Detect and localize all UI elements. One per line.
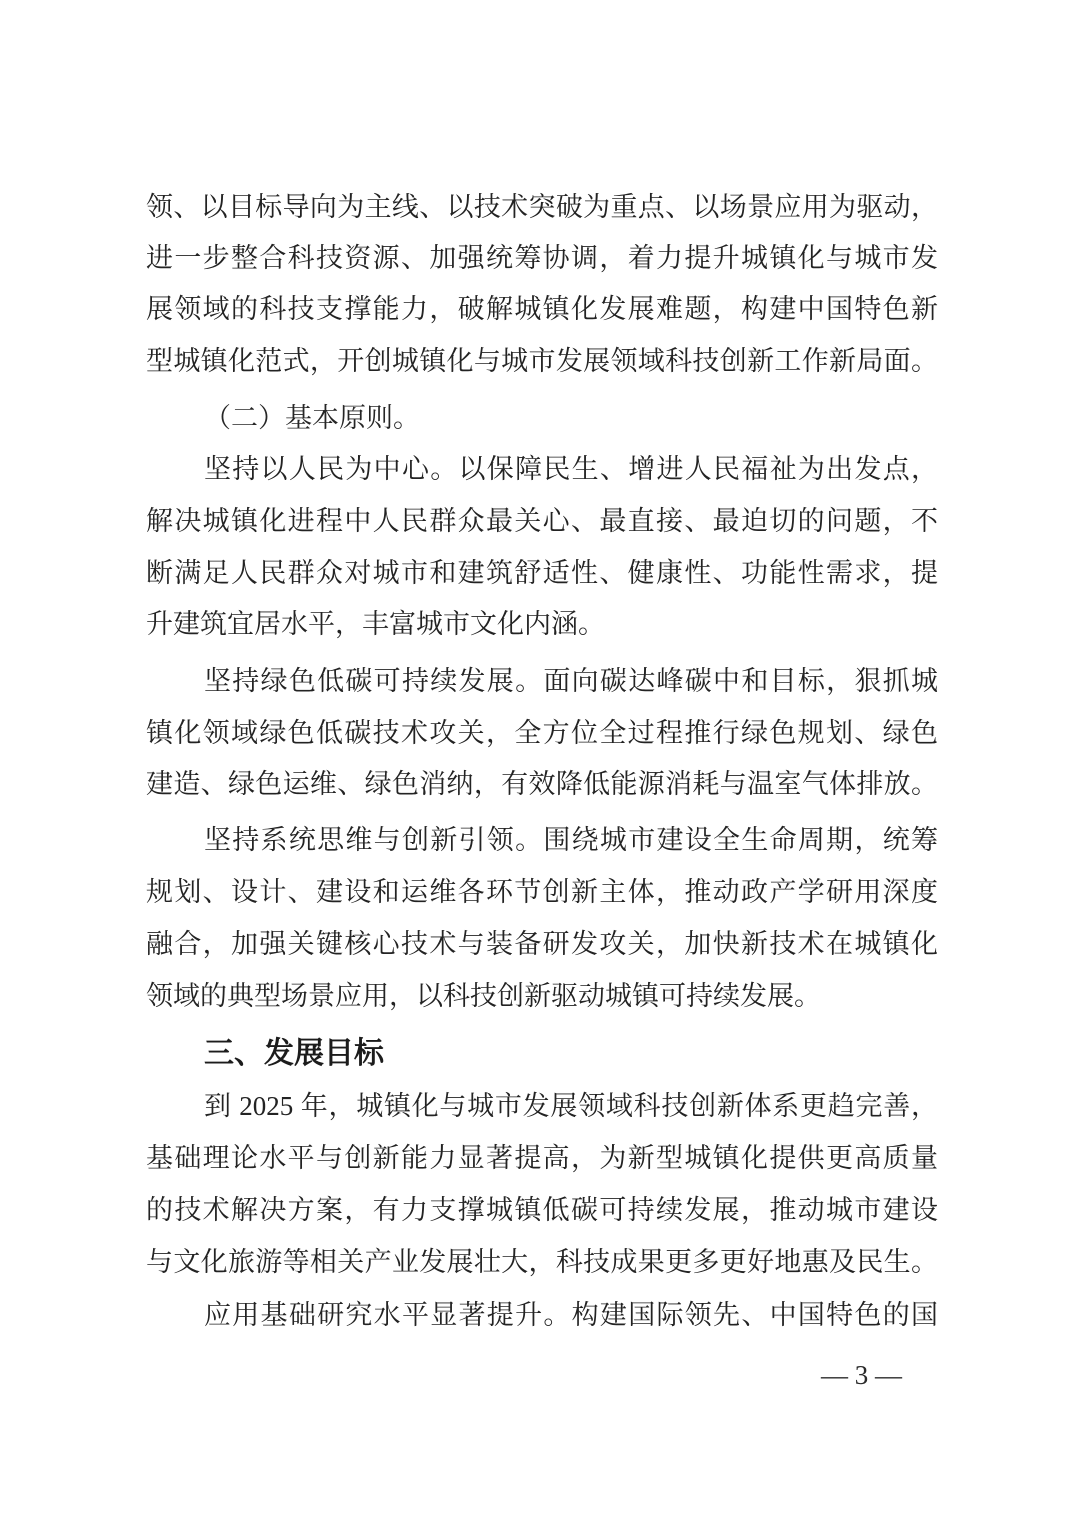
body-line: 解决城镇化进程中人民群众最关心、最直接、最迫切的问题，不	[146, 506, 938, 536]
body-line: 坚持绿色低碳可持续发展。面向碳达峰碳中和目标，狠抓城	[204, 666, 938, 696]
body-line: 坚持系统思维与创新引领。围绕城市建设全生命周期，统筹	[204, 825, 938, 855]
body-line: 升建筑宜居水平，丰富城市文化内涵。	[146, 609, 605, 639]
body-line: 到 2025 年，城镇化与城市发展领域科技创新体系更趋完善，	[204, 1091, 938, 1121]
section-heading-basic-principles: （二）基本原则。	[204, 403, 420, 433]
section-heading-development-goals: 三、发展目标	[204, 1037, 384, 1070]
body-line: 镇化领域绿色低碳技术攻关，全方位全过程推行绿色规划、绿色	[146, 718, 938, 748]
body-line: 融合，加强关键核心技术与装备研发攻关，加快新技术在城镇化	[146, 929, 938, 959]
body-line: 坚持以人民为中心。以保障民生、增进人民福祉为出发点，	[204, 454, 938, 484]
page-number: — 3 —	[821, 1360, 902, 1390]
body-line: 的技术解决方案，有力支撑城镇低碳可持续发展，推动城市建设	[146, 1195, 938, 1225]
body-line: 型城镇化范式，开创城镇化与城市发展领域科技创新工作新局面。	[146, 346, 938, 376]
body-line: 建造、绿色运维、绿色消纳，有效降低能源消耗与温室气体排放。	[146, 769, 938, 799]
body-line: 领域的典型场景应用，以科技创新驱动城镇可持续发展。	[146, 981, 821, 1011]
body-line: 基础理论水平与创新能力显著提高，为新型城镇化提供更高质量	[146, 1143, 938, 1173]
body-line: 与文化旅游等相关产业发展壮大，科技成果更多更好地惠及民生。	[146, 1247, 938, 1277]
body-line: 规划、设计、建设和运维各环节创新主体，推动政产学研用深度	[146, 877, 938, 907]
body-line: 断满足人民群众对城市和建筑舒适性、健康性、功能性需求，提	[146, 558, 938, 588]
body-line: 进一步整合科技资源、加强统筹协调，着力提升城镇化与城市发	[146, 243, 938, 273]
body-line: 领、以目标导向为主线、以技术突破为重点、以场景应用为驱动，	[146, 192, 938, 222]
body-line: 展领域的科技支撑能力，破解城镇化发展难题，构建中国特色新	[146, 294, 938, 324]
body-line: 应用基础研究水平显著提升。构建国际领先、中国特色的国	[204, 1300, 938, 1330]
